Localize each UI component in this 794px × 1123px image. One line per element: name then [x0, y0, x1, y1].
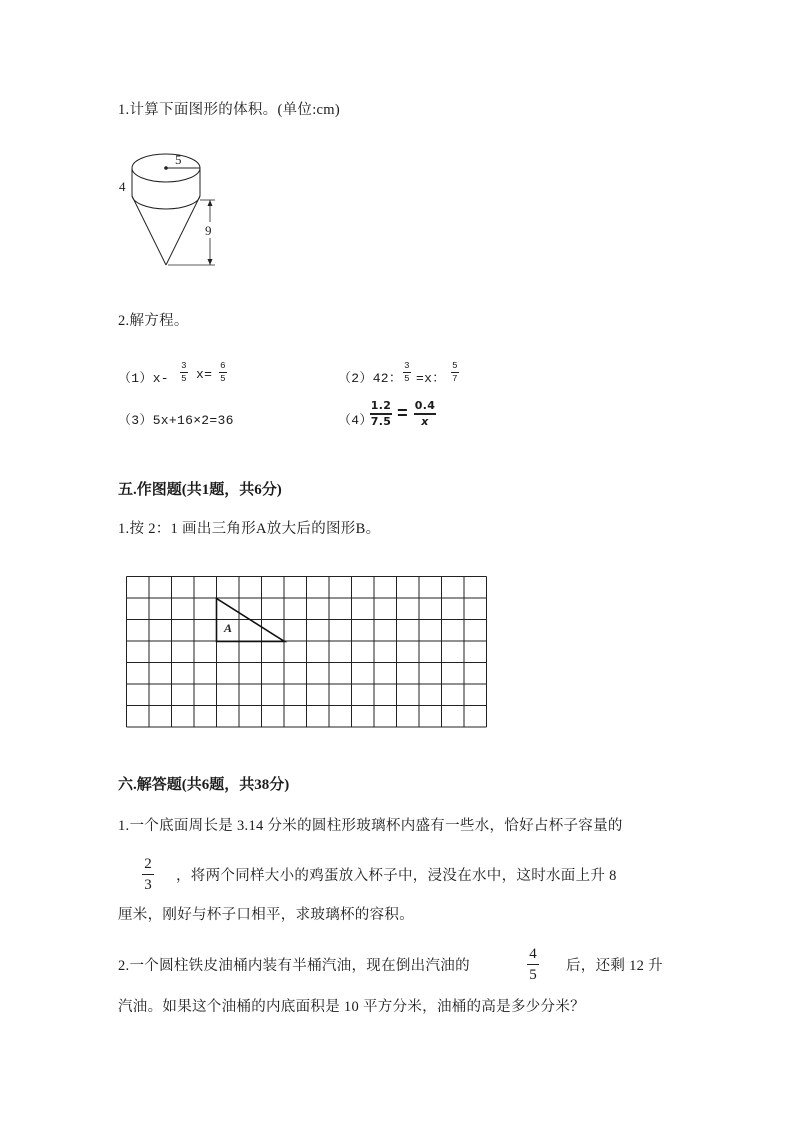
q2-fraction: 4 5	[527, 946, 539, 983]
equation-3: （3）5x+16×2=36	[118, 413, 234, 428]
section-6-q1-line3: 厘米，刚好与杯子口相平，求玻璃杯的容积。	[118, 907, 414, 923]
section-6-q1-line1: 1.一个底面周长是 3.14 分米的圆柱形玻璃杯内盛有一些水，恰好占杯子容量的	[118, 818, 623, 834]
cylinder-bottom-arc	[132, 195, 200, 209]
equation-1: （1）x- 3 5 x= 6 5	[118, 361, 226, 386]
q2-title: 2.解方程。	[118, 313, 189, 329]
equation-2: （2）42： 3 5 =x： 5 7	[338, 361, 458, 386]
eq4-fraction-a: 1.2 7.5	[370, 399, 392, 428]
cone-left-edge	[132, 196, 166, 265]
eq1-fraction-b: 6 5	[220, 361, 226, 384]
eq1-fraction-a: 3 5	[181, 361, 187, 384]
section-6-q2-part1: 2.一个圆柱铁皮油桶内装有半桶汽油，现在倒出汽油的	[118, 958, 470, 974]
dim-arrow-down	[208, 259, 213, 265]
q1-title: 1.计算下面图形的体积。(单位:cm)	[118, 102, 340, 118]
dim-arrow-up	[208, 200, 213, 206]
triangle-a-label: A	[224, 621, 233, 635]
q1-fraction: 2 3	[142, 856, 154, 893]
drawing-grid	[126, 576, 489, 729]
eq4-fraction-b: 0.4 x	[414, 399, 436, 428]
equation-4: （4） 1.2 7.5 = 0.4 x	[338, 399, 436, 428]
cylinder-cone-figure	[112, 146, 232, 271]
eq2-fraction-a: 3 5	[404, 361, 410, 384]
section-5-q1: 1.按 2：1 画出三角形A放大后的图形B。	[118, 521, 381, 537]
cylinder-height-label: 4	[119, 179, 126, 194]
cone-height-label: 9	[205, 223, 212, 238]
section-5-heading: 五.作图题(共1题，共6分)	[118, 482, 282, 498]
section-6-q2-part2: 后，还剩 12 升	[566, 958, 663, 974]
section-6-q1-line2: ，将两个同样大小的鸡蛋放入杯子中，浸没在水中，这时水面上升 8	[176, 868, 617, 884]
radius-label: 5	[175, 152, 182, 167]
section-6-q2-line2: 汽油。如果这个油桶的内底面积是 10 平方分米，油桶的高是多少分米？	[118, 999, 585, 1015]
eq2-fraction-b: 5 7	[452, 361, 458, 384]
cone-right-edge	[166, 196, 200, 265]
section-6-heading: 六.解答题(共6题，共38分)	[118, 777, 290, 793]
